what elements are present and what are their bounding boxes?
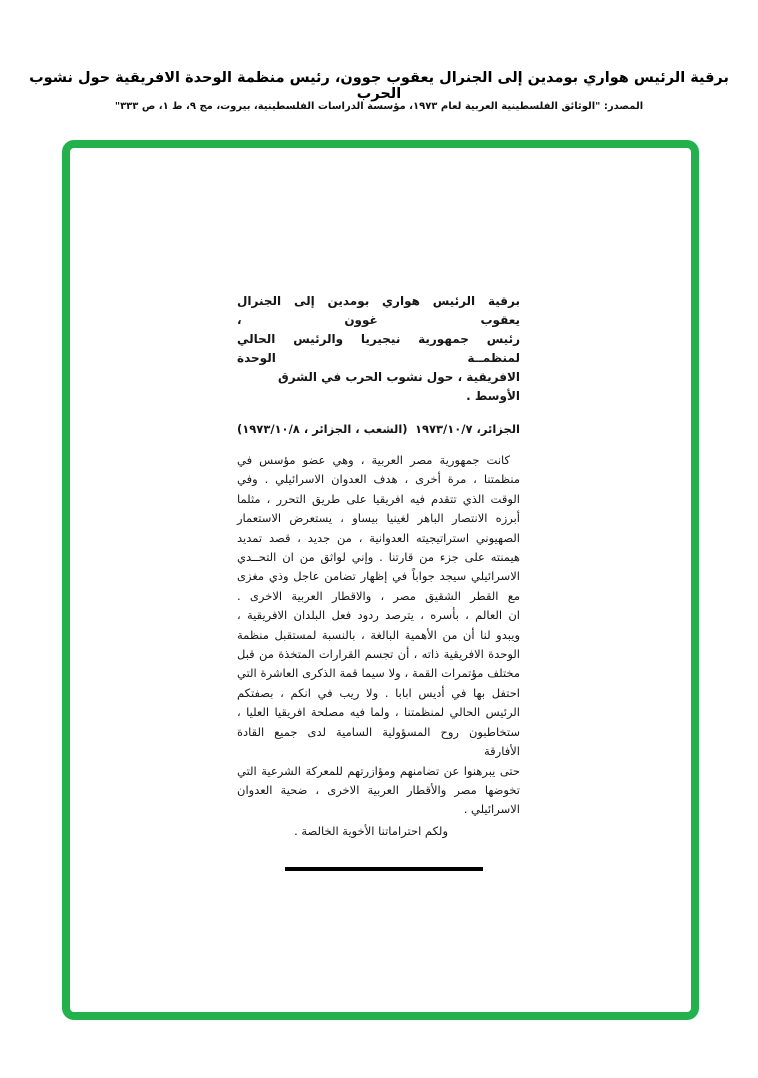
letter-body-line: الاسرائيلي . [463, 802, 520, 817]
separator-rule [285, 867, 483, 871]
letter-body-line: مع القطر الشقيق مصر ، والاقطار العربية الاخرى . [237, 588, 520, 603]
letter-body-line: الصهيوني استراتيجيته العدوانية ، من جديد ، قصد تمديد [237, 530, 520, 545]
letter-header-line: برقية الرئيس هواري بومدين إلى الجنرال يعقوب غوون ، [237, 294, 520, 327]
letter-body-line: تخوضها مصر والأقطار العربية الاخرى ، ضحية العدوان [237, 782, 520, 797]
source-citation: المصدر: "الوثائق الفلسطينية العربية لعام ١٩٧٣، مؤسسة الدراسات الفلسطينية، بيروت، مج ٩، ط ١، ص ٣٣٣" [114, 101, 644, 112]
place-date: الجزائر، ١٩٧٣/١٠/٧ [414, 422, 520, 436]
letter-dateline [237, 420, 520, 439]
letter-body-line: الوقت الذي تتقدم فيه افريقيا على طريق التحرر ، مثلما [237, 491, 520, 506]
green-frame [62, 140, 699, 1020]
letter-body-line: ويبدو لنا أن من الأهمية البالغة ، بالنسبة لمستقبل منظمة [237, 627, 520, 642]
letter-body-line: ان العالم ، بأسره ، يترصد ردود فعل البلدان الافريقية ، [237, 608, 520, 623]
letter-body-line: حتى يبرهنوا عن تضامنهم ومؤازرتهم للمعركة الشرعية التي [237, 763, 520, 778]
letter-body-line: منظمتنا ، مرة أخرى ، هدف العدوان الاسرائيلي . وفي [237, 472, 520, 487]
letter-body-line: أبرزه الانتصار الباهر لغينيا بيساو ، يستعرض الاستعمار [237, 511, 520, 526]
letter-body-line: مختلف مؤتمرات القمة ، ولا سيما قمة الذكرى العاشرة التي [237, 666, 520, 681]
letter-body-line: الاسرائيلي سيجد جواباً في إظهار تضامن عاجل وذي مغزى [237, 569, 520, 584]
letter-body-line: كانت جمهورية مصر العربية ، وهي عضو مؤسس في [237, 453, 510, 467]
letter-scan [237, 292, 520, 871]
letter-body-line: الرئيس الحالي لمنظمتنا ، ولما فيه مصلحة افريقيا العليا ، [237, 705, 520, 720]
letter-header-line: رئيس جمهورية نيجيريا والرئيس الحالي لمنظمــة الوحدة [237, 332, 520, 365]
letter-body-line: احتفل بها في أديس ابابا . ولا ريب في انكم ، بصفتكم [237, 685, 520, 700]
publication-reference: (الشعب ، الجزائر ، ١٩٧٣/١٠/٨) [237, 422, 408, 436]
letter-body-line: الوحدة الافريقية ذاته ، أن تجسم القرارات المتخذة من قبل [237, 647, 520, 662]
document-title: برقية الرئيس هواري بومدين إلى الجنرال يعقوب جوون، رئيس منظمة الوحدة الافريقية حول نشوب الحرب [29, 70, 729, 102]
letter-body-line: هيمنته على جزء من قارتنا . وإني لواثق من ان التحــدي [237, 550, 520, 565]
letter-closing: ولكم احتراماتنا الأخوية الخالصة . [294, 823, 448, 838]
letter-body-line: ستخاطبون روح المسؤولية السامية لدى جميع القادة الأفارقة [237, 724, 520, 759]
letter-body [237, 451, 520, 820]
letter-header [237, 292, 520, 406]
letter-header-line: الافريقية ، حول نشوب الحرب في الشرق الأوسط . [277, 370, 520, 403]
